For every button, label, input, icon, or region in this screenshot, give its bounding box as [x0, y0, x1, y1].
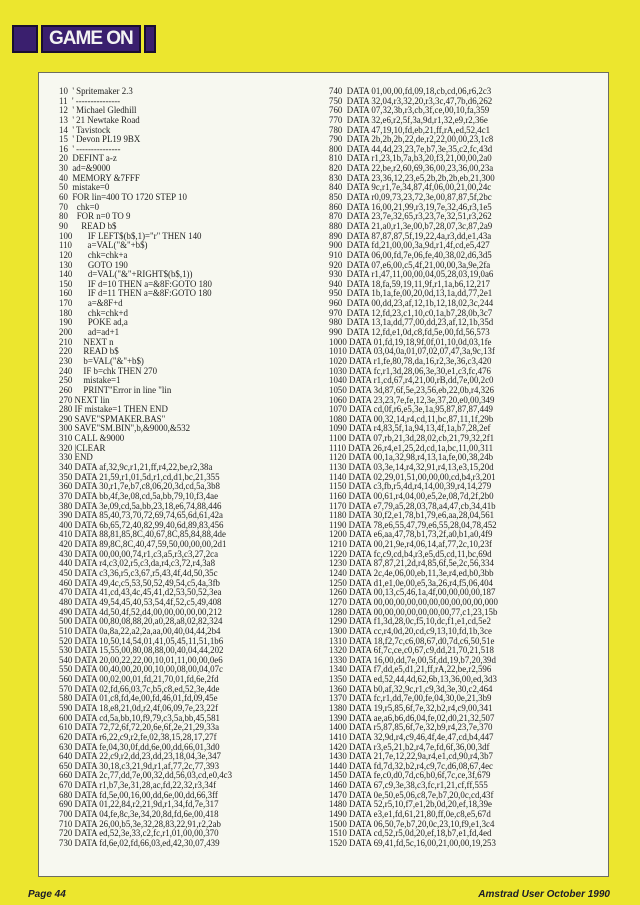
- listing-line: 1300 DATA cc,r4,0d,20,cd,c9,13,10,fd,1b,3ce: [329, 626, 492, 636]
- listing-line: 350 DATA 21,59,r1,01,5d,r1,cd,d1,bc,21,355: [59, 472, 220, 482]
- listing-line: 1240 DATA 2c,4e,06,00,eb,11,3e,r4,ed,b0,3bb: [329, 569, 494, 579]
- listing-line: 630 DATA fe,04,30,0f,dd,6e,00,dd,66,01,3d0: [59, 742, 220, 752]
- listing-line: 600 DATA cd,5a,bb,10,f9,79,c3,5a,bb,45,581: [59, 713, 220, 723]
- listing-line: 580 DATA 01,c8,fd,4e,00,fd,46,01,fd,09,45e: [59, 694, 218, 704]
- listing-line: 760 DATA 07,32,3b,r3,cb,3f,ce,00,10,fa,359: [329, 106, 490, 116]
- listing-line: 1340 DATA f7,dd,e5,d1,21,ff,rA,22,be,r2,596: [329, 665, 492, 675]
- listing-line: 440 DATA r4,c3,02,r5,c3,da,r4,c3,72,r4,3a8: [59, 559, 216, 569]
- listing-line: 1290 DATA f1,3d,28,0c,f5,10,dc,f1,e1,cd,5e2: [329, 617, 491, 627]
- listing-line: 320 |CLEAR: [59, 443, 106, 453]
- listing-line: 1070 DATA cd,0f,r6,e5,3e,1a,95,87,87,87,449: [329, 405, 493, 415]
- game-on-header: [12, 26, 156, 52]
- listing-line: 420 DATA 89,8C,8C,40,47,59,50,00,00,00,2d1: [59, 540, 227, 550]
- listing-line: 890 DATA 87,87,87,5f,19,22,4a,r3,dd,e1,43a: [329, 231, 492, 241]
- listing-line: 1190 DATA 78,e6,55,47,79,e6,55,28,04,78,452: [329, 520, 497, 530]
- listing-line: 590 DATA 18,e8,21,0d,r2,4f,06,09,7e,23,22f: [59, 704, 219, 713]
- listing-line: 410 DATA 88,81,85,8C,40,67,8C,85,84,88,4de: [59, 530, 226, 540]
- listing-line: 1430 DATA 21,7e,12,22,9a,r4,e1,cd,90,r4,3b7: [329, 752, 493, 762]
- listing-line: 30 ad=&9000: [59, 164, 111, 174]
- listing-line: 460 DATA 49,4c,c5,53,50,52,49,54,c5,4a,3fb: [59, 578, 220, 588]
- listing-line: 540 DATA 20,00,22,22,00,10,01,11,00,00,0e6: [59, 655, 223, 665]
- listing-line: 520 DATA 10,50,14,54,01,41,05,45,11,51,1b6: [59, 636, 224, 646]
- listing-line: 70 chk=0: [59, 202, 100, 212]
- listing-line: 1520 DATA 69,41,fd,5c,16,00,21,00,00,19,253: [329, 838, 496, 848]
- listing-line: 120 chk=chk+a: [59, 250, 128, 260]
- listing-line: 750 DATA 32,04,r3,32,20,r3,3c,47,7b,d6,262: [329, 96, 493, 106]
- listing-line: 730 DATA fd,6e,02,fd,66,03,ed,42,30,07,439: [59, 838, 220, 848]
- listing-line: 960 DATA 00,dd,23,af,12,1b,12,18,02,3c,244: [329, 299, 494, 309]
- listing-line: 60 FOR lin=400 TO 1720 STEP 10: [59, 193, 187, 203]
- listing-line: 610 DATA 72,72,6f,72,20,6e,6f,2e,21,29,33a: [59, 723, 220, 733]
- listing-line: 1130 DATA 03,3e,14,r4,32,91,r4,13,e3,15,20d: [329, 462, 494, 472]
- listing-line: 1280 DATA 00,00,00,00,00,00,00,77,c1,23,15b: [329, 607, 498, 617]
- listing-line: 1080 DATA 00,32,14,r4,cd,11,bc,87,11,1f,29b: [329, 414, 494, 424]
- listing-line: 150 IF d=10 THEN a=&8F:GOTO 180: [59, 279, 212, 289]
- listing-line: 1330 DATA 16,00,dd,7e,00,5f,dd,19,b7,20,39d: [329, 655, 496, 665]
- listing-line: 370 DATA bb,4f,3e,08,cd,5a,bb,79,10,f3,4ae: [59, 491, 219, 501]
- listing-line: 770 DATA 32,e6,r2,5f,3a,9d,r1,32,e9,r2,36e: [329, 115, 488, 125]
- listing-line: 20 DEFINT a-z: [59, 154, 117, 164]
- listing-line: 880 DATA 21,a0,r1,3e,00,b7,28,07,3c,87,2a9: [329, 221, 493, 231]
- listing-line: 1470 DATA 0e,50,e5,06,c8,7e,b7,20,0c,cd,43f: [329, 790, 494, 800]
- listing-line: 1460 DATA 67,c9,3e,38,c3,fc,r1,21,cf,ff,555: [329, 781, 488, 791]
- listing-line: 1210 DATA 00,21,9e,r4,06,14,af,77,2c,10,23f: [329, 540, 492, 550]
- listing-line: 1310 DATA 18,f2,7c,c6,08,67,d0,7d,c6,50,51e: [329, 636, 495, 646]
- listing-line: 270 NEXT lin: [59, 395, 110, 405]
- listing-line: 920 DATA 07,e6,00,c5,4f,21,00,00,3a,9e,2fa: [329, 260, 491, 270]
- listing-line: 1110 DATA 26,r4,e1,25,2d,cd,1a,bc,11,00,311: [329, 443, 494, 453]
- listing-line: 380 DATA 3e,09,cd,5a,bb,23,18,e6,74,88,446: [59, 501, 222, 511]
- listing-line: 1440 DATA fd,7d,32,b2,r4,c9,7c,d6,08,67,4ec: [329, 761, 493, 771]
- listing-line: 1120 DATA 00,1a,32,98,r4,13,1a,fe,00,38,24b: [329, 453, 494, 463]
- listing-line: 240 IF b=chk THEN 270: [59, 366, 158, 376]
- listing-line: 550 DATA 00,40,00,20,00,10,00,08,00,04,07c: [59, 665, 223, 675]
- listing-line: 340 DATA af,32,9c,r1,21,ff,r4,22,be,r2,38a: [59, 462, 213, 472]
- listing-line: 160 IF d=11 THEN a=&8F:GOTO 180: [59, 289, 212, 299]
- listing-line: 840 DATA 9c,r1,7e,34,87,4f,06,00,21,00,24c: [329, 183, 492, 193]
- listing-line: 180 chk=chk+d: [59, 308, 128, 318]
- listing-line: 250 mistake=1: [59, 376, 121, 386]
- listing-line: 720 DATA ed,52,3e,33,c2,fc,r1,01,00,00,370: [59, 829, 219, 839]
- listing-line: 1260 DATA 00,13,c5,46,1a,4f,00,00,00,00,187: [329, 588, 496, 598]
- listing-line: 790 DATA 2b,2b,2b,22,de,r2,22,00,00,23,1c8: [329, 135, 494, 145]
- listing-line: 280 IF mistake=1 THEN END: [59, 405, 168, 415]
- listing-line: 700 DATA 04,fe,8c,3e,34,20,8d,fd,6e,00,418: [59, 810, 219, 820]
- listing-line: 100 IF LEFT$(b$,1)="r" THEN 140: [59, 231, 202, 241]
- listing-line: 260 PRINT"Error in line "lin: [59, 385, 172, 395]
- listing-line: 640 DATA 22,c9,r2,dd,23,dd,23,18,04,3e,347: [59, 752, 221, 762]
- listing-line: 670 DATA r1,b7,3e,31,28,ac,fd,22,32,r3,34f: [59, 781, 217, 791]
- listing-line: 1320 DATA 6f,7c,ce,c0,67,c9,dd,21,70,21,518: [329, 646, 494, 656]
- listing-line: 950 DATA 1b,1a,fe,00,20,0d,13,1a,dd,77,2e1: [329, 289, 493, 299]
- listing-line: 15 ' Devon PL19 9BX: [59, 135, 141, 145]
- listing-line: 1050 DATA 3d,87,6f,5e,23,56,eb,22,0b,r4,326: [329, 385, 494, 395]
- listing-line: 90 READ b$: [59, 221, 117, 231]
- listing-line: 560 DATA 00,02,00,01,fd,21,70,01,fd,6e,2fd: [59, 675, 219, 685]
- listing-line: 300 SAVE"SM.BIN",b,&9000,&532: [59, 424, 191, 434]
- listing-line: 1180 DATA 30,f2,e1,78,b1,79,e6,aa,28,04,561: [329, 511, 495, 521]
- listing-line: 810 DATA r1,23,1b,7a,b3,20,f3,21,00,00,2a0: [329, 154, 492, 164]
- listing-line: 1410 DATA 32,9d,r4,c9,46,4f,4e,47,cd,b4,447: [329, 732, 494, 742]
- magazine-issue: Amstrad User October 1990: [478, 889, 610, 900]
- listing-line: 14 ' Tavistock: [59, 125, 111, 135]
- listing-line: 140 d=VAL("&"+RIGHT$(b$,1)): [59, 270, 193, 280]
- listing-line: 1400 DATA r5,87,85,6f,7e,32,b9,r4,23,7e,370: [329, 723, 493, 733]
- section-title: GAME ON: [41, 25, 141, 53]
- listing-column-right: [329, 87, 604, 849]
- listing-line: 470 DATA 41,cd,43,4c,45,41,d2,53,50,52,3ea: [59, 588, 222, 598]
- listing-line: 360 DATA 30,r1,7e,b7,c8,06,20,3d,cd,5a,3b8: [59, 482, 220, 492]
- listing-line: 1360 DATA b0,af,32,9c,r1,c9,3d,3e,30,c2,464: [329, 684, 493, 694]
- listing-line: 1510 DATA cd,52,r5,0d,20,ef,18,b7,e1,fd,4ed: [329, 829, 492, 839]
- listing-line: 570 DATA 02,fd,66,03,7c,b5,c8,ed,52,3e,4de: [59, 684, 220, 694]
- listing-line: 900 DATA fd,21,00,00,3a,9d,r1,4f,cd,e5,427: [329, 241, 490, 251]
- listing-line: 800 DATA 44,4d,23,23,7e,b7,3e,35,c2,fc,43d: [329, 144, 493, 154]
- listing-line: 1140 DATA 02,29,01,51,00,00,00,cd,b4,r3,201: [329, 472, 496, 482]
- listing-line: 660 DATA 2c,77,dd,7e,00,32,dd,56,03,cd,e0,4c3: [59, 771, 233, 781]
- listing-line: 970 DATA 12,fd,23,c1,10,c0,1a,b7,28,0b,3c7: [329, 308, 493, 318]
- listing-line: 1220 DATA fc,c9,cd,b4,r3,e5,d5,cd,11,bc,69d: [329, 549, 492, 559]
- listing-line: 1390 DATA ae,a6,b6,d6,04,fe,02,d0,21,32,507: [329, 713, 495, 723]
- listing-line: 870 DATA 23,7e,32,65,r3,23,7e,32,51,r3,262: [329, 212, 492, 222]
- listing-line: 530 DATA 15,55,00,80,08,88,00,40,04,44,202: [59, 646, 224, 656]
- listing-line: 1010 DATA 03,04,0a,01,07,02,07,47,3a,9c,13f: [329, 347, 495, 357]
- listing-panel: [38, 72, 609, 877]
- listing-line: 330 END: [59, 453, 93, 463]
- listing-line: 400 DATA 6b,65,72,40,82,99,40,6d,89,83,456: [59, 520, 224, 530]
- listing-line: 220 READ b$: [59, 347, 119, 357]
- listing-line: 130 GOTO 190: [59, 260, 128, 270]
- listing-line: 170 a=&8F+d: [59, 299, 123, 309]
- header-block-icon: [12, 25, 38, 53]
- listing-line: 1450 DATA fe,c0,d0,7d,c6,b0,6f,7c,ce,3f,679: [329, 771, 491, 781]
- listing-line: 820 DATA 22,be,r2,60,69,36,00,23,36,00,23a: [329, 164, 494, 174]
- header-block-icon-right: [144, 25, 156, 53]
- listing-line: 680 DATA fd,5e,00,16,00,dd,6e,00,dd,66,3ff: [59, 790, 218, 800]
- listing-line: 200 ad=ad+1: [59, 328, 120, 338]
- listing-line: 1090 DATA r4,83,5f,1a,94,13,4f,1a,b7,28,2ef: [329, 424, 491, 434]
- listing-line: 1100 DATA 07,rb,21,3d,28,02,cb,21,79,32,2f1: [329, 434, 495, 444]
- listing-line: 1380 DATA 19,r5,85,6f,7e,32,b2,r4,c9,00,341: [329, 704, 493, 713]
- listing-line: 740 DATA 01,00,00,fd,09,18,cb,cd,06,r6,2c3: [329, 87, 492, 96]
- listing-line: 860 DATA 16,00,21,99,r3,19,7e,32,46,r3,1e5: [329, 202, 492, 212]
- listing-line: 40 MEMORY &7FFF: [59, 173, 140, 183]
- listing-line: 1060 DATA 23,23,7e,fe,12,3e,37,20,e0,00,349: [329, 395, 495, 405]
- listing-line: 490 DATA 4d,50,4f,52,d4,00,00,00,00,00,212: [59, 607, 222, 617]
- listing-line: 980 DATA 13,1a,dd,77,00,dd,23,af,12,1b,35d: [329, 318, 494, 328]
- listing-line: 910 DATA 06,00,fd,7e,06,fe,40,38,02,d6,3d5: [329, 250, 492, 260]
- listing-line: 480 DATA 49,54,45,40,53,54,4f,52,c5,49,408: [59, 597, 222, 607]
- listing-line: 450 DATA c3,36,r5,c3,67,r5,43,4f,4d,50,35c: [59, 569, 218, 579]
- listing-line: 80 FOR n=0 TO 9: [59, 212, 131, 222]
- listing-line: 1000 DATA 01,fd,19,18,9f,0f,01,10,0d,03,1fe: [329, 337, 492, 347]
- listing-line: 13 ' 21 Newtake Road: [59, 115, 140, 125]
- listing-line: 620 DATA r6,22,c9,r2,fe,02,38,15,28,17,27f: [59, 732, 217, 742]
- listing-column-left: [59, 87, 319, 849]
- listing-line: 930 DATA r1,47,11,00,00,04,05,28,03,19,0a6: [329, 270, 494, 280]
- listing-line: 16 ' ---------------: [59, 144, 121, 154]
- listing-line: 940 DATA 18,fa,59,19,11,9f,r1,1a,b6,12,217: [329, 279, 490, 289]
- listing-line: 12 ' Michael Gledhill: [59, 106, 137, 116]
- listing-line: 1170 DATA e7,79,a5,28,03,78,a4,47,cb,34,41b: [329, 501, 496, 511]
- listing-line: 1200 DATA e6,aa,47,78,b1,73,2f,a0,b1,a0,4f9: [329, 530, 493, 540]
- listing-line: 1230 DATA 87,87,21,2d,r4,85,6f,5e,2c,56,334: [329, 559, 494, 569]
- listing-line: 1040 DATA r1,cd,67,r4,21,00,rB,dd,7e,00,2c0: [329, 376, 494, 386]
- listing-line: 230 b=VAL("&"+b$): [59, 356, 144, 366]
- listing-line: 710 DATA 26,00,b5,3e,32,28,83,22,91,r2,2ab: [59, 819, 221, 829]
- listing-line: 690 DATA 01,22,84,r2,21,9d,r1,34,fd,7e,317: [59, 800, 219, 810]
- listing-line: 1490 DATA e3,e1,fd,61,21,80,ff,0e,c8,e5,67d: [329, 810, 491, 820]
- listing-line: 510 DATA 0a,8a,22,a2,2a,aa,00,40,04,44,2b4: [59, 626, 221, 636]
- listing-line: 850 DATA r0,09,73,23,72,3e,00,87,87,5f,2bc: [329, 193, 492, 203]
- listing-line: 1160 DATA 00,61,r4,04,00,e5,2e,08,7d,2f,2b0: [329, 491, 494, 501]
- listing-line: 190 POKE ad,a: [59, 318, 128, 328]
- listing-line: 1030 DATA fc,r1,3d,28,06,3e,30,e1,c3,fc,476: [329, 366, 491, 376]
- listing-line: 50 mistake=0: [59, 183, 110, 193]
- listing-line: 780 DATA 47,19,10,fd,eb,21,ff,rA,ed,52,4c1: [329, 125, 491, 135]
- listing-line: 1350 DATA ed,52,44,4d,62,6b,13,36,00,ed,3d3: [329, 675, 497, 685]
- listing-line: 1270 DATA 00,00,00,00,00,00,00,00,00,00,000: [329, 597, 498, 607]
- listing-line: 1370 DATA fc,r1,dd,7e,00,fe,04,30,0e,21,3b9: [329, 694, 492, 704]
- listing-line: 210 NEXT n: [59, 337, 114, 347]
- listing-line: 390 DATA 85,40,73,70,72,69,74,65,6d,61,42a: [59, 511, 223, 521]
- listing-line: 1420 DATA r3,e5,21,b2,r4,7e,fd,6f,36,00,3df: [329, 742, 490, 752]
- listing-line: 500 DATA 00,80,08,88,20,a0,28,a8,02,82,324: [59, 617, 223, 627]
- listing-line: 1020 DATA r1,fe,80,78,da,16,r2,3e,36,c3,420: [329, 356, 492, 366]
- listing-line: 1250 DATA d1,e1,0e,00,e5,3a,26,r4,f5,06,404: [329, 578, 493, 588]
- listing-line: 310 CALL &9000: [59, 434, 125, 444]
- page-number: Page 44: [28, 889, 66, 900]
- listing-line: 650 DATA 30,18,c3,21,9d,r1,af,77,2c,77,393: [59, 761, 220, 771]
- listing-line: 11 ' ---------------: [59, 96, 121, 106]
- listing-line: 1480 DATA 52,r5,10,f7,e1,2b,0d,20,ef,18,39e: [329, 800, 492, 810]
- listing-line: 990 DATA 12,fd,e1,0d,c8,fd,5e,00,fd,56,573: [329, 328, 490, 338]
- listing-line: 830 DATA 23,36,12,23,e5,2b,2b,2b,eb,21,300: [329, 173, 495, 183]
- listing-line: 430 DATA 00,00,00,74,r1,c3,a5,r3,c3,27,2ca: [59, 549, 219, 559]
- listing-line: 1500 DATA 06,50,7e,b7,20,0c,23,10,f9,e1,3c4: [329, 819, 495, 829]
- listing-line: 290 SAVE"SPMAKER.BAS": [59, 414, 166, 424]
- listing-line: 1150 DATA c3,fb,r5,4d,r4,14,00,39,r4,14,279: [329, 482, 492, 492]
- listing-line: 110 a=VAL("&"+b$): [59, 241, 148, 251]
- listing-line: 10 ' Spritemaker 2.3: [59, 87, 133, 96]
